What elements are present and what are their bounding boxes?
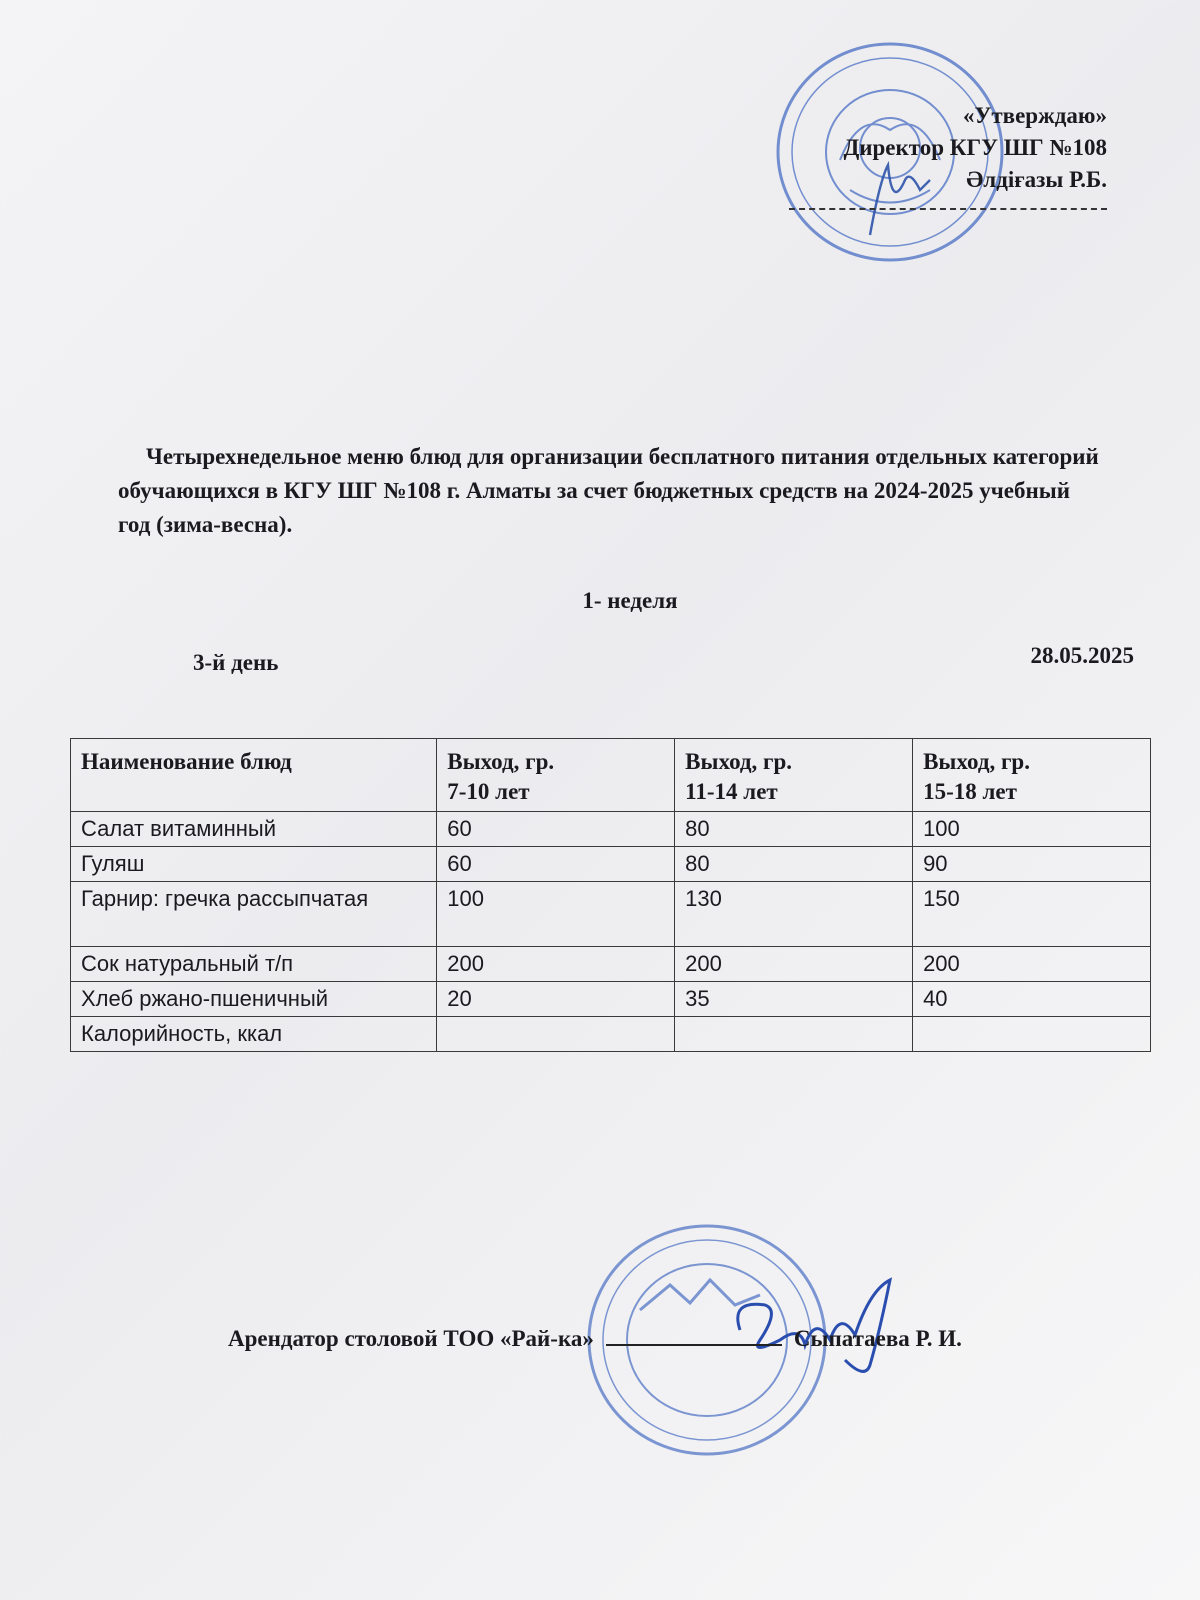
header-age: 11-14 лет bbox=[685, 779, 778, 804]
header-label: Наименование блюд bbox=[81, 749, 292, 774]
approval-title: «Утверждаю» bbox=[963, 103, 1107, 128]
portion-15-18: 40 bbox=[913, 982, 1151, 1017]
portion-11-14: 200 bbox=[675, 947, 913, 982]
approval-signature-line bbox=[789, 200, 1107, 210]
header-age-7-10 bbox=[437, 739, 675, 812]
tenant-label: Арендатор столовой ТОО «Рай-ка» bbox=[228, 1326, 594, 1351]
dish-name: Салат витаминный bbox=[71, 812, 437, 847]
header-age: 7-10 лет bbox=[447, 779, 530, 804]
dish-name: Гарнир: гречка рассыпчатая bbox=[71, 882, 437, 947]
approval-name: Әлдіғазы Р.Б. bbox=[966, 167, 1107, 192]
dish-name: Калорийность, ккал bbox=[71, 1017, 437, 1052]
dish-name: Гуляш bbox=[71, 847, 437, 882]
table-header-row bbox=[71, 739, 1151, 812]
table-row bbox=[71, 882, 1151, 947]
portion-7-10: 60 bbox=[437, 847, 675, 882]
date-label: 28.05.2025 bbox=[1030, 643, 1134, 668]
day-label: 3-й день bbox=[193, 650, 279, 675]
portion-11-14: 130 bbox=[675, 882, 913, 947]
table-row bbox=[71, 982, 1151, 1017]
dish-name: Хлеб ржано-пшеничный bbox=[71, 982, 437, 1017]
table-row bbox=[71, 847, 1151, 882]
table-row bbox=[71, 947, 1151, 982]
portion-7-10: 60 bbox=[437, 812, 675, 847]
portion-7-10: 100 bbox=[437, 882, 675, 947]
signer-name: Сыпатаева Р. И. bbox=[793, 1326, 962, 1351]
signature-blank bbox=[606, 1324, 782, 1346]
week-label: 1- неделя bbox=[582, 588, 678, 613]
portion-15-18: 150 bbox=[913, 882, 1151, 947]
portion-11-14 bbox=[675, 1017, 913, 1052]
header-age: 15-18 лет bbox=[923, 779, 1017, 804]
menu-table bbox=[70, 738, 1151, 1052]
portion-11-14: 35 bbox=[675, 982, 913, 1017]
header-age-15-18 bbox=[913, 739, 1151, 812]
portion-15-18: 90 bbox=[913, 847, 1151, 882]
table-row bbox=[71, 1017, 1151, 1052]
footer-signature-line bbox=[228, 1324, 962, 1352]
header-dish-name bbox=[71, 739, 437, 812]
portion-15-18: 200 bbox=[913, 947, 1151, 982]
document-title: Четырехнедельное меню блюд для организации бесплатного питания отдельных категорий обучающихся в КГУ ШГ №108 г. Алматы за счет бюджетных средств на 2024-2025 учебный год (зима-весна). bbox=[118, 444, 1099, 537]
dish-name: Сок натуральный т/п bbox=[71, 947, 437, 982]
portion-7-10: 200 bbox=[437, 947, 675, 982]
portion-15-18 bbox=[913, 1017, 1151, 1052]
header-age-11-14 bbox=[675, 739, 913, 812]
portion-11-14: 80 bbox=[675, 847, 913, 882]
approval-block bbox=[789, 100, 1107, 210]
table-row bbox=[71, 812, 1151, 847]
header-label: Выход, гр. bbox=[923, 749, 1030, 774]
approval-position: Директор КГУ ШГ №108 bbox=[843, 135, 1107, 160]
header-label: Выход, гр. bbox=[685, 749, 793, 774]
portion-7-10 bbox=[437, 1017, 675, 1052]
header-label: Выход, гр. bbox=[447, 749, 555, 774]
portion-11-14: 80 bbox=[675, 812, 913, 847]
portion-7-10: 20 bbox=[437, 982, 675, 1017]
portion-15-18: 100 bbox=[913, 812, 1151, 847]
